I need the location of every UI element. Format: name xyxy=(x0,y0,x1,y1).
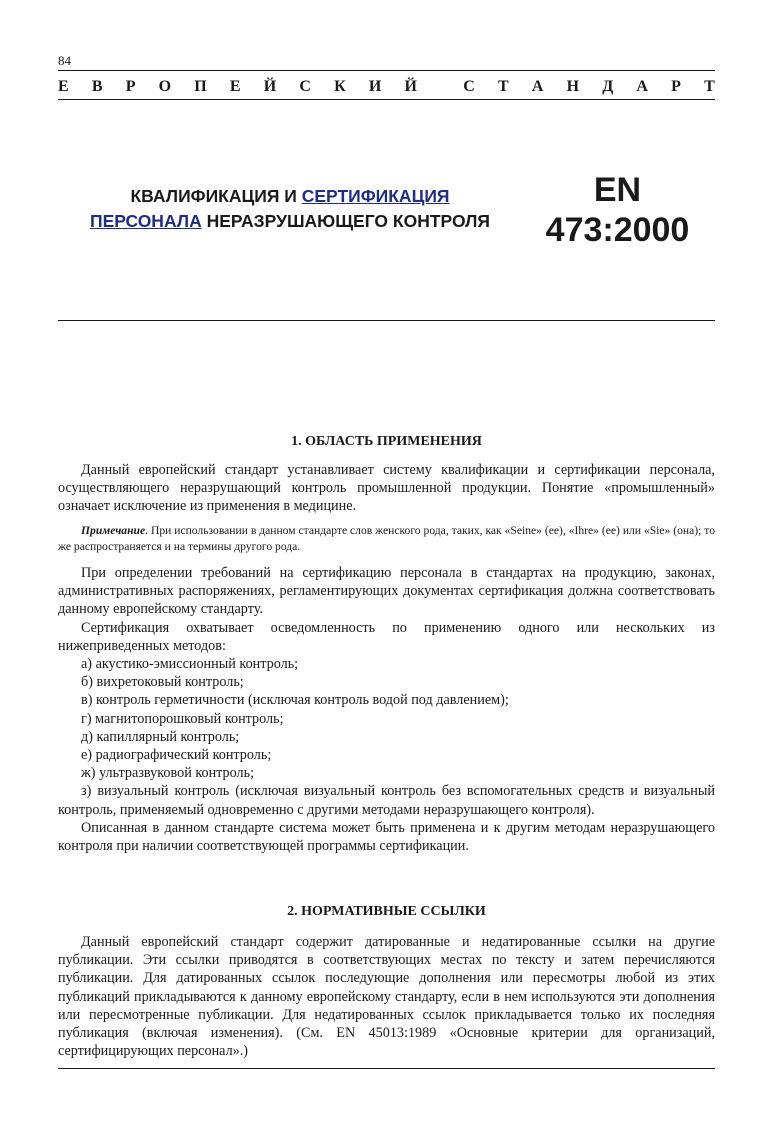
paragraph: При определении требований на сертификацию персонала в стандартах на продукцию, законах, административных распоряжениях, регламентирующих документах сертификация должна соответствовать данному европейскому стандарту. xyxy=(58,565,715,618)
running-head-letter: А xyxy=(531,78,544,95)
note xyxy=(58,523,715,555)
standard-code-number: 473:2000 xyxy=(545,211,690,249)
running-head-letter: С xyxy=(299,78,311,95)
running-head xyxy=(58,77,715,97)
title-link-certification[interactable]: СЕРТИФИКАЦИЯ xyxy=(301,186,450,206)
paragraph: Данный европейский стандарт устанавливает систему квалификации и сертификации персонала, осуществляющего неразрушающий контроль промышленной продукции. Понятие «промышленный» означает исключение из применения в медицине. xyxy=(58,462,715,515)
section-1-para-1 xyxy=(58,461,715,516)
running-head-letter: Е xyxy=(58,78,69,95)
section-2-heading: 2. НОРМАТИВНЫЕ ССЫЛКИ xyxy=(287,904,486,919)
running-head-letter: Т xyxy=(704,78,715,95)
running-head-letter: О xyxy=(158,78,172,95)
paragraph: Данный европейский стандарт содержит датированные и недатированные ссылки на другие публикации. Эти ссылки приводятся в соответствующих местах по тексту и затем перечисляются публикации. Для датированных ссылок последующие дополнения или пересмотры любой из этих публикаций прикладываются к данному европейскому стандарту, если в нем используются эти дополнения или пересмотренные публикации. Для недатированных ссылок прикладывается только их последняя публикация (включая изменения). (См. EN 45013:1989 «Основные критерии для организаций, сертифицирующих персонал».) xyxy=(58,934,715,1060)
running-head-letter: П xyxy=(194,78,207,95)
running-head-letter: К xyxy=(334,78,346,95)
note-text: . При использовании в данном стандарте слов женского рода, таких, как «Seine» (ее), «Ihre» (ее) или «Sie» (она); то же распространяется и на термины другого рода. xyxy=(58,524,715,553)
title-line-2 xyxy=(80,209,500,234)
document-title xyxy=(80,184,500,234)
running-head-letter: В xyxy=(91,78,103,95)
list-item: е) радиографический контроль; xyxy=(81,747,272,764)
list-item: д) капиллярный контроль; xyxy=(81,728,240,745)
list-item: з) визуальный контроль (исключая визуальный контроль без вспомогательных средств и визуальный контроль, применяемый одновременно с другими методами неразрушающего контроля). xyxy=(58,783,715,818)
list-item: а) акустико-эмиссионный контроль; xyxy=(81,656,299,673)
standard-code-prefix: EN xyxy=(593,171,642,209)
header-bottom-rule xyxy=(58,99,715,100)
title-link-personnel[interactable]: ПЕРСОНАЛА xyxy=(90,211,202,231)
running-head-letter: Н xyxy=(566,78,580,95)
running-head-letter: Й xyxy=(263,78,277,95)
running-head-letter: Й xyxy=(404,78,417,95)
running-head-letter: Е xyxy=(229,78,241,95)
title-text: НЕРАЗРУШАЮЩЕГО КОНТРОЛЯ xyxy=(201,211,490,231)
title-text: КВАЛИФИКАЦИЯ И xyxy=(130,186,302,206)
title-line-1 xyxy=(80,184,500,209)
running-head-letter: Т xyxy=(498,78,509,95)
running-head-letter: Р xyxy=(671,78,681,95)
header-top-rule xyxy=(58,70,715,71)
running-head-letter: С xyxy=(463,78,475,95)
running-head-letter: И xyxy=(368,78,382,95)
note-label: Примечание xyxy=(81,524,146,537)
bottom-rule xyxy=(58,1068,715,1069)
section-2-body xyxy=(58,933,715,1060)
running-head-letter: Р xyxy=(125,78,136,95)
list-item: в) контроль герметичности (исключая контроль водой под давлением); xyxy=(81,692,509,709)
title-rule xyxy=(58,320,715,321)
page-number: 84 xyxy=(58,53,71,68)
list-item: г) магнитопорошковый контроль; xyxy=(81,710,284,727)
list-item: ж) ультразвуковой контроль; xyxy=(81,765,255,782)
list-item: б) вихретоковый контроль; xyxy=(81,674,244,691)
running-head-letter: А xyxy=(636,78,648,95)
running-head-letter: Д xyxy=(602,78,614,95)
section-1-body xyxy=(58,564,715,855)
paragraph: Описанная в данном стандарте система может быть применена и к другим методам неразрушающего контроля при наличии соответствующей программы сертификации. xyxy=(58,819,715,855)
standard-code xyxy=(535,170,700,250)
paragraph: Сертификация охватывает осведомленность по применению одного или нескольких из нижеприведенных методов: xyxy=(58,619,715,654)
section-1-heading: 1. ОБЛАСТЬ ПРИМЕНЕНИЯ xyxy=(291,434,482,449)
